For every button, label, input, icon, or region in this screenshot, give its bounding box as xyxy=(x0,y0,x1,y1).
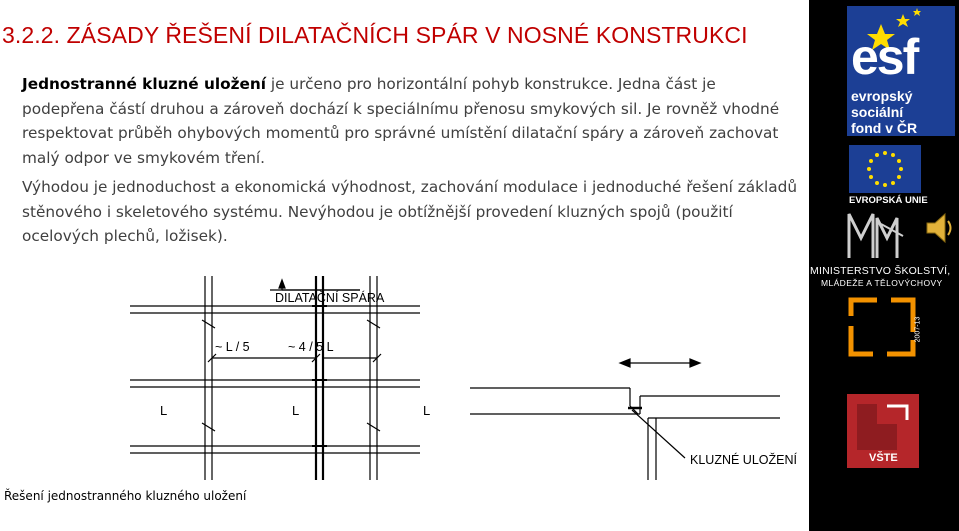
label-joint: DILATAČNÍ SPÁRA xyxy=(275,291,385,305)
op-years: 2007-13 xyxy=(914,316,922,343)
paragraph-advantages: Výhodou je jednoduchost a ekonomická výhodnost, zachování modulace i jednoduché řešení základů stěnového i skeletového systému. Nevýhodou je obtížnější provedení kluzných spojů (použití ocelových plechů, ložisek). xyxy=(22,178,798,246)
esf-line-3: fond v ČR xyxy=(851,120,918,136)
msmt-line-1: MINISTERSTVO ŠKOLSTVÍ, xyxy=(810,265,951,277)
label-sliding-bearing: KLUZNÉ ULOŽENÍ xyxy=(690,453,797,467)
eu-label: EVROPSKÁ UNIE xyxy=(849,195,928,206)
speaker-icon[interactable] xyxy=(923,210,957,246)
msmt-logo xyxy=(847,210,907,262)
label-span-L-1: L xyxy=(160,403,168,418)
op-vk-logo xyxy=(847,296,917,358)
label-span-L-3: L xyxy=(423,403,431,418)
label-span-short: ~ L / 5 xyxy=(215,340,250,354)
paragraph-text: je určeno pro horizontální pohyb konstrukce. Jedna část je podepřena částí druhou a zároveň dochází k speciálnímu přenosu smykových sil. Je rovněž vhodné respektovat průběh ohybových momentů pro správné umístění dilatační spáry a zároveň zachovat malý odpor ve smykovém tření. xyxy=(22,75,780,168)
slide-title: 3.2.2. ZÁSADY ŘEŠENÍ DILATAČNÍCH SPÁR V NOSNÉ KONSTRUKCI xyxy=(2,22,748,48)
esf-line-1: evropský xyxy=(851,88,913,104)
paragraph-sliding-bearing xyxy=(22,72,802,171)
label-span-L-2: L xyxy=(292,403,300,418)
vste-label: VŠTE xyxy=(869,452,898,464)
dilatation-joint-drawing xyxy=(120,268,810,483)
logo-sidebar xyxy=(809,0,959,531)
msmt-line-2: MLÁDEŽE A TĚLOVÝCHOVY xyxy=(821,278,943,288)
esf-line-2: sociální xyxy=(851,104,904,120)
paragraph-bold-term: Jednostranné kluzné uložení xyxy=(22,75,267,93)
figure-caption: Řešení jednostranného kluzného uložení xyxy=(4,489,247,503)
label-span-long: ~ 4 / 5 L xyxy=(288,340,334,354)
eu-flag-icon xyxy=(849,145,921,193)
esf-wordmark: esf xyxy=(851,29,918,85)
